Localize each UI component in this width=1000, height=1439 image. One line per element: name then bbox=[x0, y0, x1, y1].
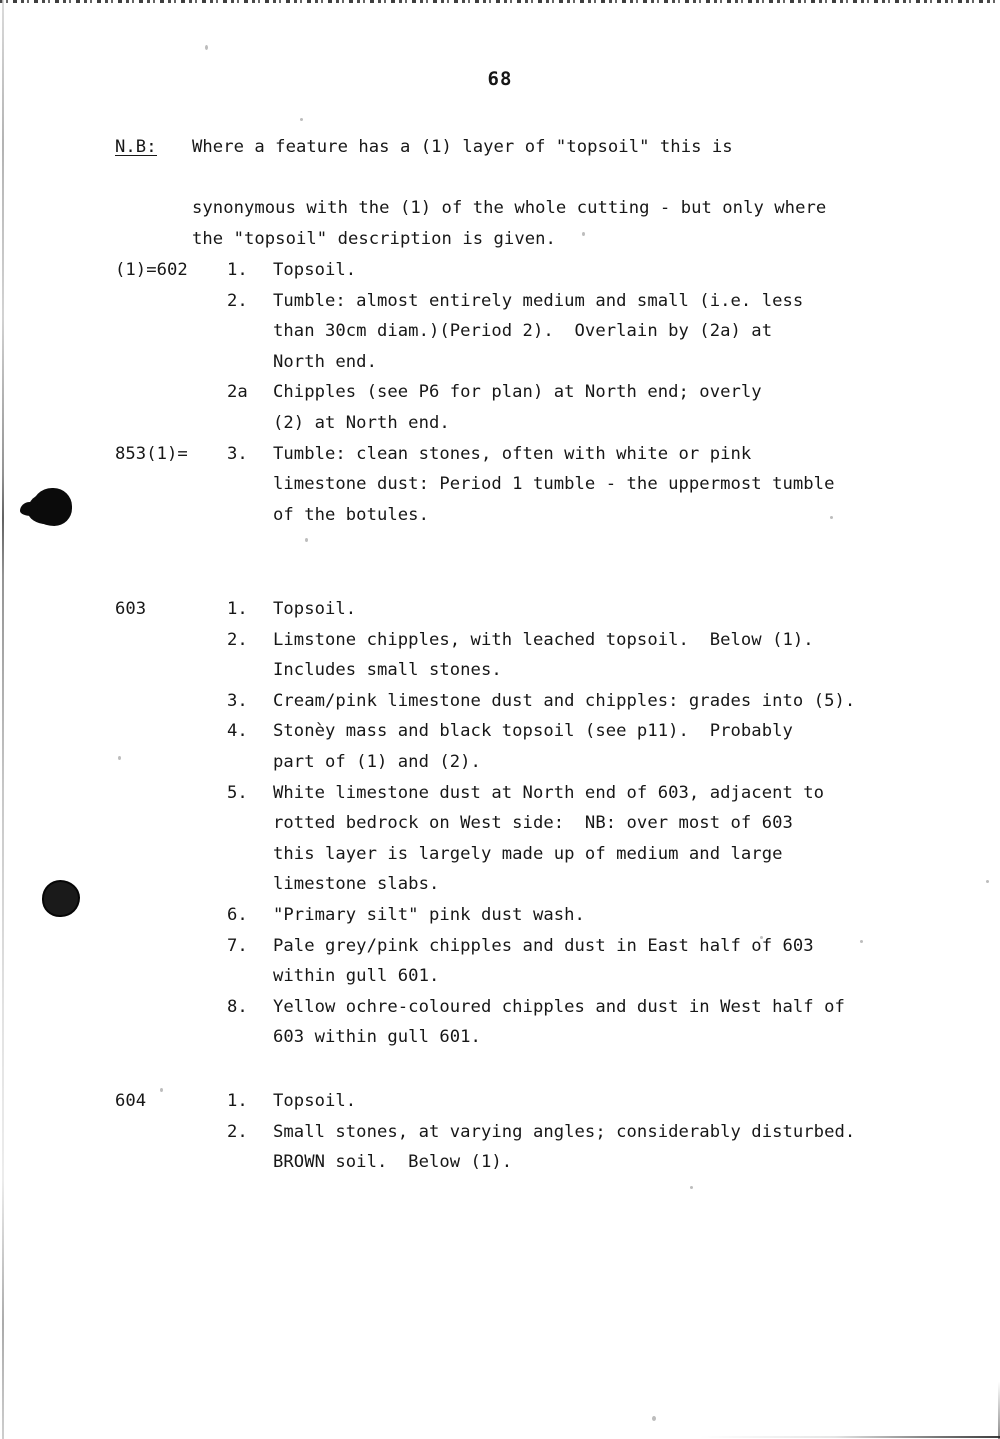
context-entry-line bbox=[115, 347, 985, 378]
context-group-603 bbox=[115, 594, 995, 1053]
context-entry-line bbox=[115, 869, 995, 900]
context-entry-line bbox=[115, 316, 985, 347]
entry-text: Topsoil. bbox=[273, 260, 357, 280]
context-label: (1)=602 bbox=[115, 260, 188, 280]
note-label: N.B: bbox=[115, 132, 157, 156]
entry-text: Topsoil. bbox=[273, 599, 357, 619]
entry-number: 2. bbox=[227, 290, 248, 311]
context-entry-line bbox=[115, 469, 985, 500]
entry-number: 7. bbox=[227, 935, 248, 956]
context-entry-line bbox=[115, 716, 995, 747]
context-label: 603 bbox=[115, 599, 147, 619]
note-line-text: the "topsoil" description is given. bbox=[192, 228, 556, 249]
entry-number: 2. bbox=[227, 1121, 248, 1142]
entry-text: part of (1) and (2). bbox=[273, 751, 481, 772]
entry-text: 603 within gull 601. bbox=[273, 1027, 481, 1048]
scan-artifact-bottom-edge bbox=[700, 1436, 1000, 1438]
entry-text: within gull 601. bbox=[273, 966, 440, 987]
context-entry-line bbox=[115, 778, 995, 809]
context-entry-line bbox=[115, 900, 995, 931]
entry-text: Small stones, at varying angles; considerably disturbed. bbox=[273, 1121, 856, 1142]
context-entry-line bbox=[115, 747, 995, 778]
entry-text: limestone slabs. bbox=[273, 874, 440, 895]
entry-text: Chipples (see P6 for plan) at North end; overly bbox=[273, 382, 762, 403]
context-entry-line bbox=[115, 1086, 995, 1117]
context-entry-line bbox=[115, 655, 995, 686]
note-continuation-line bbox=[115, 163, 975, 219]
page-number: 68 bbox=[487, 68, 513, 90]
entry-text: Stonèy mass and black topsoil (see p11). Probably bbox=[273, 721, 793, 742]
entry-text: of the botules. bbox=[273, 504, 429, 525]
note-line-text: synonymous with the (1) of the whole cutting - but only where bbox=[192, 198, 827, 219]
context-entry-line bbox=[115, 961, 995, 992]
entry-text: (2) at North end. bbox=[273, 412, 450, 433]
entry-text: rotted bedrock on West side: NB: over most of 603 bbox=[273, 813, 793, 834]
context-entry-line bbox=[115, 1147, 995, 1178]
context-entry-line bbox=[115, 808, 995, 839]
entry-text: Pale grey/pink chipples and dust in East half of 603 bbox=[273, 935, 814, 956]
context-entry-line bbox=[115, 439, 985, 470]
entry-text: "Primary silt" pink dust wash. bbox=[273, 904, 585, 925]
note-first-line bbox=[115, 132, 975, 163]
note-block bbox=[115, 132, 975, 249]
context-entry-line bbox=[115, 377, 985, 408]
context-entry-line bbox=[115, 625, 995, 656]
context-entry-line bbox=[115, 931, 995, 962]
context-entry-line bbox=[115, 500, 985, 531]
context-label: 853(1)= bbox=[115, 443, 188, 464]
entry-text: Yellow ochre-coloured chipples and dust in West half of bbox=[273, 996, 845, 1017]
entry-text: Tumble: almost entirely medium and small (i.e. less bbox=[273, 290, 804, 311]
context-group-602 bbox=[115, 255, 985, 530]
entry-text: Cream/pink limestone dust and chipples: grades into (5). bbox=[273, 690, 856, 711]
entry-text: North end. bbox=[273, 351, 377, 372]
entry-number: 1. bbox=[227, 260, 248, 280]
context-entry-line bbox=[115, 594, 995, 625]
entry-number: 2a bbox=[227, 382, 248, 403]
context-entry-line bbox=[115, 1117, 995, 1148]
context-label: 604 bbox=[115, 1091, 147, 1111]
scan-speck bbox=[205, 45, 208, 50]
context-entry-line bbox=[115, 255, 985, 286]
entry-text: limestone dust: Period 1 tumble - the uppermost tumble bbox=[273, 474, 835, 495]
context-entry-line bbox=[115, 686, 995, 717]
context-entry-line bbox=[115, 408, 985, 439]
context-group-604 bbox=[115, 1086, 995, 1178]
entry-number: 8. bbox=[227, 996, 248, 1017]
entry-text: Tumble: clean stones, often with white or pink bbox=[273, 443, 752, 464]
scan-speck bbox=[305, 538, 308, 542]
entry-text: White limestone dust at North end of 603, adjacent to bbox=[273, 782, 825, 803]
entry-text: Limstone chipples, with leached topsoil. Below (1). bbox=[273, 629, 814, 650]
context-entry-line bbox=[115, 286, 985, 317]
context-entry-line bbox=[115, 992, 995, 1023]
entry-text: Topsoil. bbox=[273, 1091, 357, 1111]
entry-number: 1. bbox=[227, 1091, 248, 1111]
hole-punch-mark-lower bbox=[42, 880, 80, 917]
entry-text: this layer is largely made up of medium and large bbox=[273, 843, 783, 864]
scan-artifact-left-edge bbox=[2, 0, 4, 1439]
scan-speck bbox=[582, 232, 585, 236]
entry-number: 4. bbox=[227, 721, 248, 742]
entry-text: than 30cm diam.)(Period 2). Overlain by (2a) at bbox=[273, 321, 773, 342]
entry-text: Includes small stones. bbox=[273, 660, 502, 681]
scan-speck bbox=[652, 1416, 656, 1421]
scan-speck bbox=[300, 118, 303, 121]
entry-number: 1. bbox=[227, 599, 248, 619]
entry-number: 3. bbox=[227, 690, 248, 711]
entry-number: 6. bbox=[227, 904, 248, 925]
scan-artifact-top-edge bbox=[0, 0, 1000, 3]
context-entry-line bbox=[115, 839, 995, 870]
scan-speck bbox=[690, 1186, 693, 1189]
entry-text: BROWN soil. Below (1). bbox=[273, 1152, 513, 1173]
entry-number: 5. bbox=[227, 782, 248, 803]
hole-punch-mark-upper bbox=[32, 488, 72, 526]
entry-number: 3. bbox=[227, 443, 248, 464]
note-continuation-line bbox=[115, 193, 975, 249]
note-line-text: Where a feature has a (1) layer of "topsoil" this is bbox=[192, 137, 733, 157]
entry-number: 2. bbox=[227, 629, 248, 650]
context-entry-line bbox=[115, 1022, 995, 1053]
